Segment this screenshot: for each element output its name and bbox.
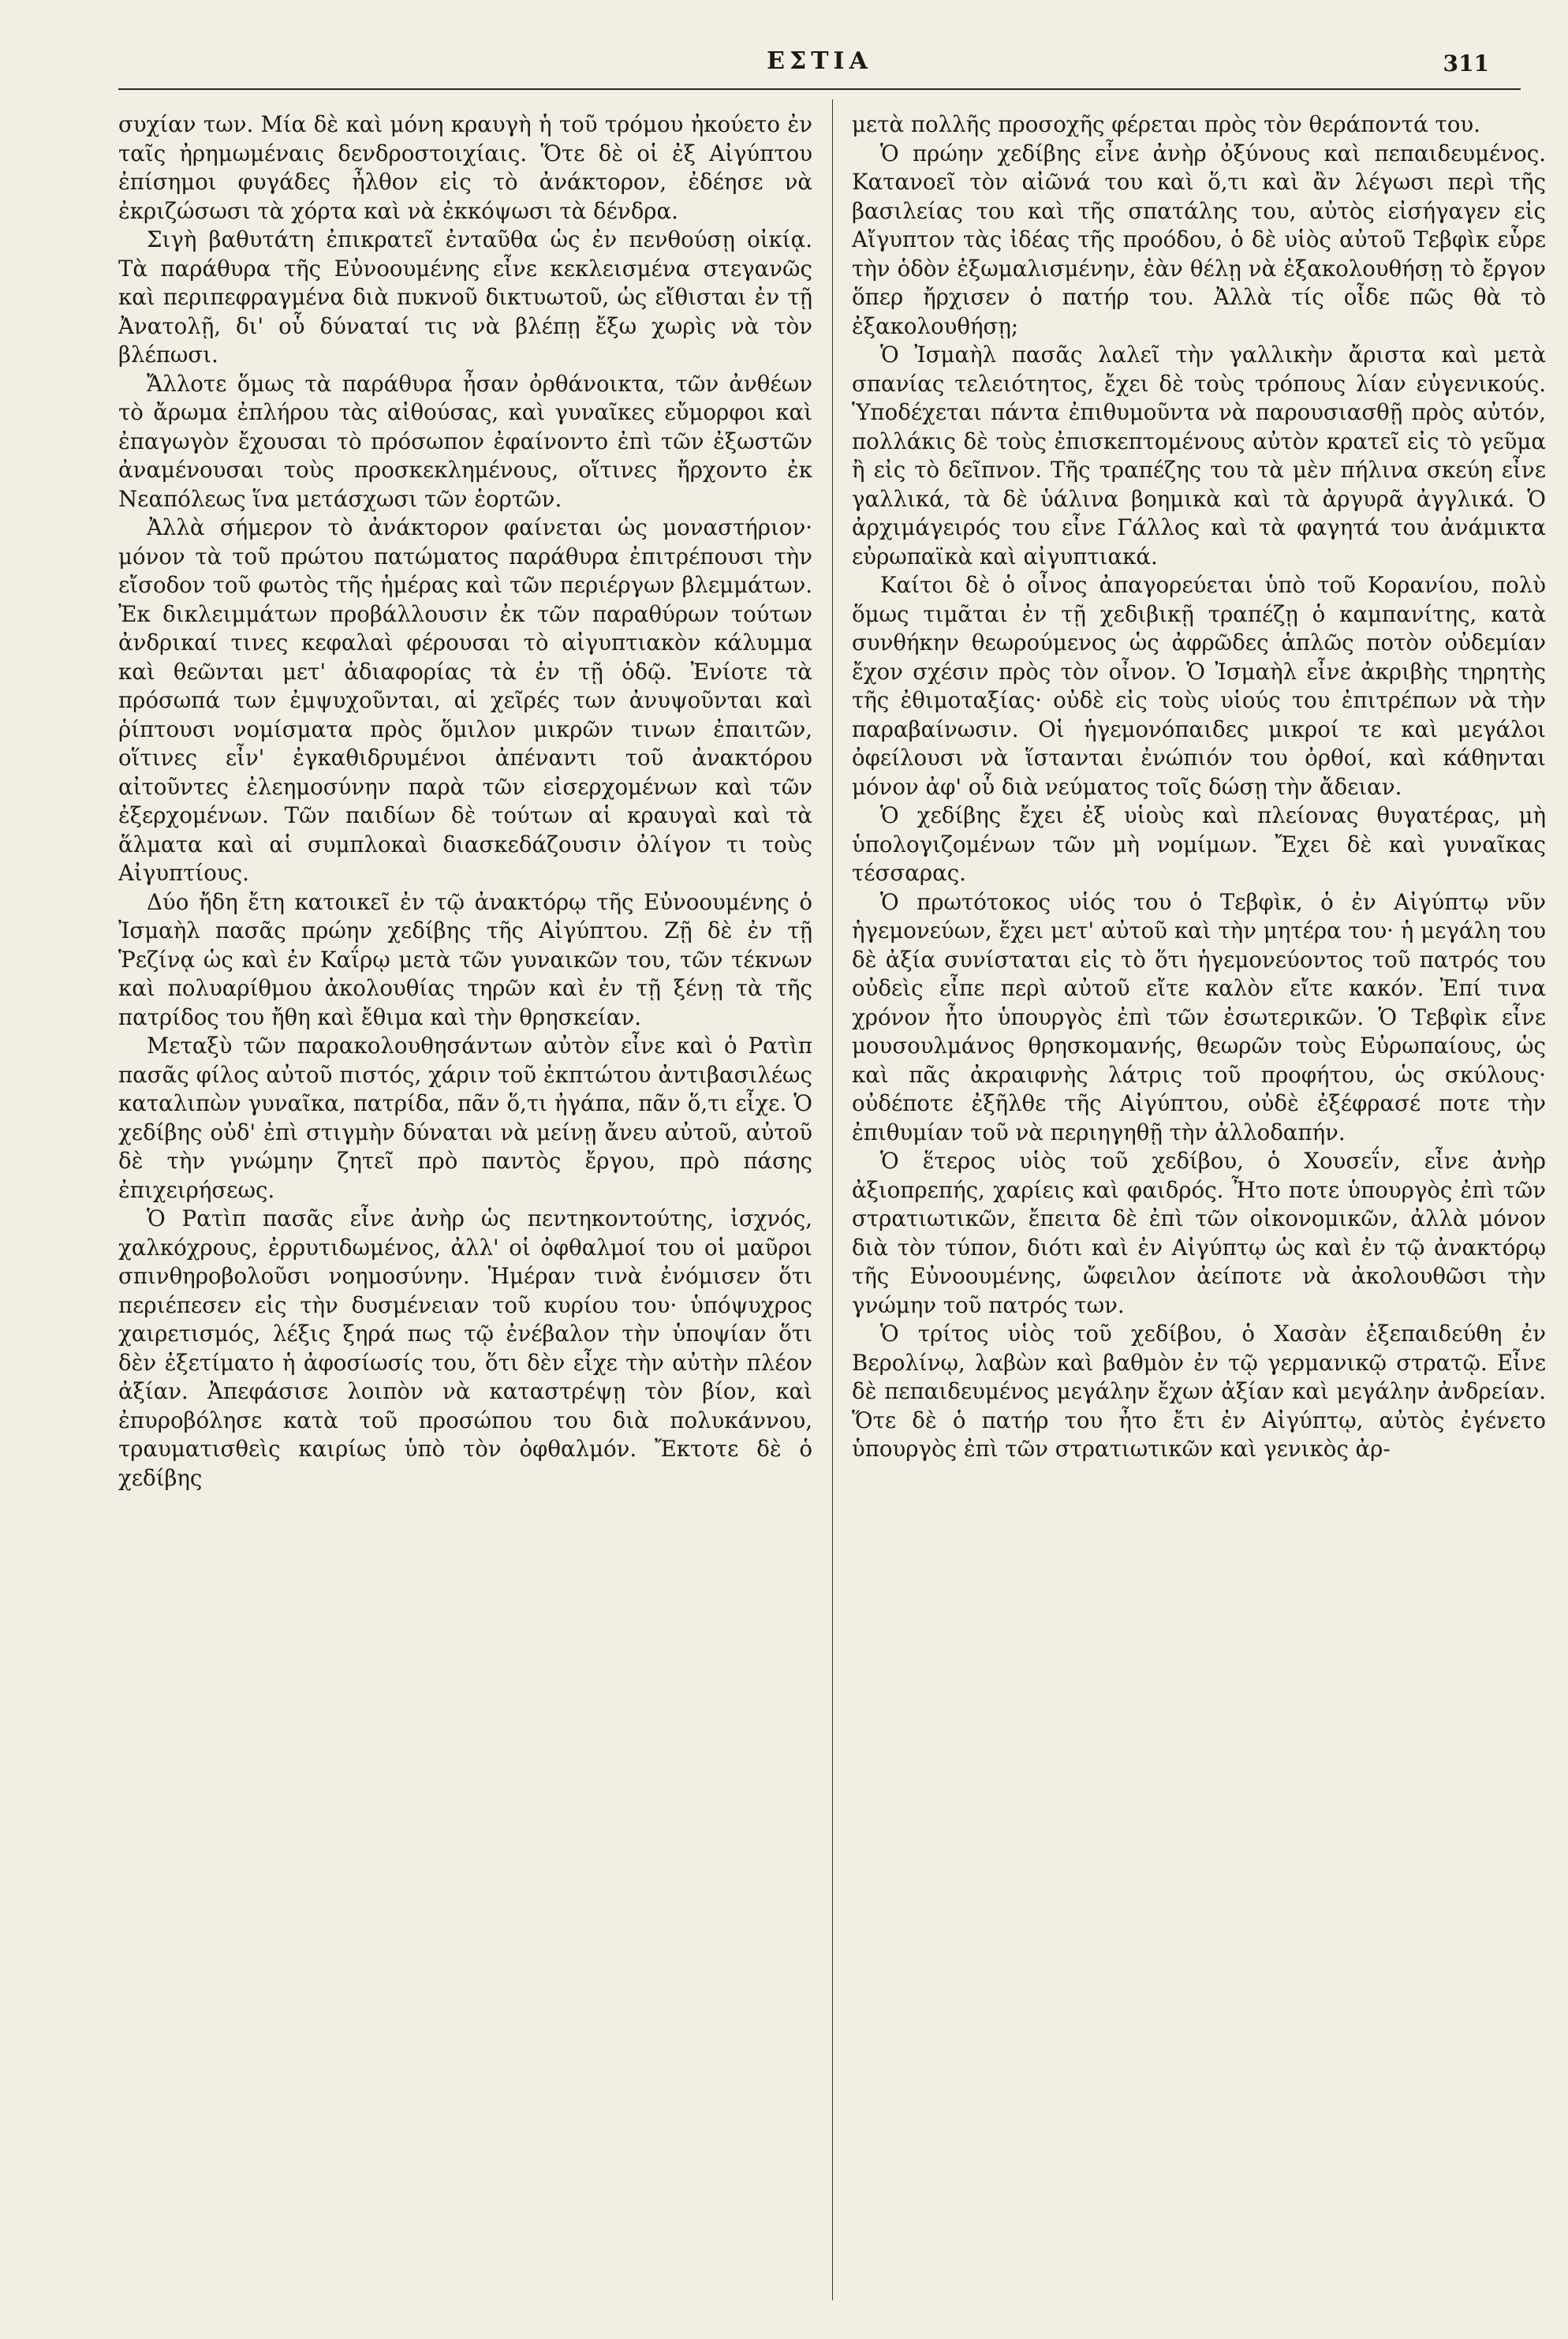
paragraph: Ἀλλὰ σήμερον τὸ ἀνάκτορον φαίνεται ὡς μοναστήριον· μόνον τὰ τοῦ πρώτου πατώματος παράθυρα ἐπιτρέπουσι τὴν εἴσοδον τοῦ φωτὸς τῆς ἡμέρας καὶ τῶν περιέργων βλεμμάτων. Ἐκ δικλειμμάτων προβάλλουσιν ἐκ τῶν παραθύρων τούτων ἀνδρικαί τινες κεφαλαὶ φέρουσαι τὸ αἰγυπτιακὸν κάλυμμα καὶ θεῶνται μετ' ἀδιαφορίας τὰ ἐν τῇ ὁδῷ. Ἐνίοτε τὰ πρόσωπά των ἐμψυχοῦνται, αἱ χεῖρές των ἀνυψοῦνται καὶ ῥίπτουσι νομίσματα πρὸς ὅμιλον μικρῶν τινων ἐπαιτῶν, οἵτινες εἶν' ἐγκαθιδρυμένοι ἀπέναντι τοῦ ἀνακτόρου αἰτοῦντες ἐλεημοσύνην παρὰ τῶν εἰσερχομένων καὶ τῶν ἐξερχομένων. Τῶν παιδίων δὲ τούτων αἱ κραυγαὶ καὶ τὰ ἅλματα καὶ αἱ συμπλοκαὶ διασκεδάζουσιν ὀλίγον τι τοὺς Αἰγυπτίους. <box>118 514 812 886</box>
column-divider <box>832 99 833 2300</box>
paragraph: Ὁ πρωτότοκος υἱός του ὁ Τεβφὶκ, ὁ ἐν Αἰγύπτῳ νῦν ἡγεμονεύων, ἔχει μετ' αὐτοῦ καὶ τὴν μητέρα του· ἡ μεγάλη του δὲ ἀξία συνίσταται εἰς τὸ ὅτι ἡγεμονεύοντος τοῦ πατρός του οὐδεὶς εἶπε περὶ αὐτοῦ εἴτε καλὸν εἴτε κακόν. Ἐπί τινα χρόνον ἦτο ὑπουργὸς ἐπὶ τῶν ἐσωτερικῶν. Ὁ Τεβφὶκ εἶνε μουσουλμάνος θρησκομανής, θεωρῶν τοὺς Εὐρωπαίους, ὡς καὶ πᾶς ἀκραιφνὴς λάτρις τοῦ προφήτου, ὡς σκύλους· οὐδέποτε ἐξῆλθε τῆς Αἰγύπτου, οὐδὲ ἐξέφρασέ ποτε τὴν ἐπιθυμίαν τοῦ νὰ περιηγηθῇ τὴν ἀλλοδαπήν. <box>852 888 1546 1145</box>
paragraph: Ὁ ἕτερος υἱὸς τοῦ χεδίβου, ὁ Χουσεΐν, εἶνε ἀνὴρ ἀξιοπρεπής, χαρίεις καὶ φαιδρός. Ἦτο ποτε ὑπουργὸς ἐπὶ τῶν στρατιωτικῶν, ἔπειτα δὲ ἐπὶ τῶν οἰκονομικῶν, ἀλλὰ μόνον διὰ τὸν τύπον, διότι καὶ ἐν Αἰγύπτῳ ὡς καὶ ἐν τῷ ἀνακτόρῳ τῆς Εὐνοουμένης, ὤφειλον ἀείποτε νὰ ἀκολουθῶσι τὴν γνώμην τοῦ πατρός των. <box>852 1148 1546 1318</box>
paragraph: μετὰ πολλῆς προσοχῆς φέρεται πρὸς τὸν θεράποντά του. <box>852 111 1480 137</box>
paragraph: Ἄλλοτε ὅμως τὰ παράθυρα ἦσαν ὀρθάνοικτα, τῶν ἀνθέων τὸ ἄρωμα ἐπλήρου τὰς αἰθούσας, καὶ γυναῖκες εὔμορφοι καὶ ἐπαγωγὸν ἔχουσαι τὸ πρόσωπον ἐφαίνοντο ἐπὶ τῶν ἐξωστῶν ἀναμένουσαι τοὺς προσκεκλημένους, οἵτινες ἤρχοντο ἐκ Νεαπόλεως ἵνα μετάσχωσι τῶν ἑορτῶν. <box>118 370 812 512</box>
right-column <box>852 110 1546 2311</box>
running-head: ΕΣΤΙΑ <box>767 47 872 75</box>
paragraph: συχίαν των. Μία δὲ καὶ μόνη κραυγὴ ἡ τοῦ τρόμου ἠκούετο ἐν ταῖς ἠρημωμέναις δενδροστοιχίαις. Ὅτε δὲ οἱ ἐξ Αἰγύπτου ἐπίσημοι φυγάδες ἦλθον εἰς τὸ ἀνάκτορον, ἐδέησε νὰ ἐκριζώσωσι τὰ χόρτα καὶ νὰ ἐκκόψωσι τὰ δένδρα. <box>118 111 812 224</box>
paragraph: Ὁ χεδίβης ἔχει ἐξ υἱοὺς καὶ πλείονας θυγατέρας, μὴ ὑπολογιζομένων τῶν μὴ νομίμων. Ἔχει δὲ καὶ γυναῖκας τέσσαρας. <box>852 802 1546 886</box>
left-column <box>118 110 812 2311</box>
paragraph: Σιγὴ βαθυτάτη ἐπικρατεῖ ἐνταῦθα ὡς ἐν πενθούσῃ οἰκίᾳ. Τὰ παράθυρα τῆς Εὐνοουμένης εἶνε κεκλεισμένα στεγανῶς καὶ περιπεφραγμένα διὰ πυκνοῦ δικτυωτοῦ, ὡς εἴθισται ἐν τῇ Ἀνατολῇ, δι' οὗ δύναταί τις νὰ βλέπῃ ἔξω χωρὶς νὰ τὸν βλέπωσι. <box>118 226 812 368</box>
paragraph: Ὁ πρώην χεδίβης εἶνε ἀνὴρ ὀξύνους καὶ πεπαιδευμένος. Κατανοεῖ τὸν αἰῶνά του καὶ ὅ,τι καὶ ἂν λέγωσι περὶ τῆς βασιλείας του καὶ τῆς σπατάλης του, αὐτὸς εἰσήγαγεν εἰς Αἴγυπτον τὰς ἰδέας τῆς προόδου, ὁ δὲ υἱὸς αὐτοῦ Τεβφὶκ εὗρε τὴν ὁδὸν ἐξωμαλισμένην, ἐὰν θέλῃ νὰ ἐξακολουθήσῃ τὸ ἔργον ὅπερ ἤρχισεν ὁ πατήρ του. Ἀλλὰ τίς οἶδε πῶς θὰ τὸ ἐξακολουθήσῃ; <box>852 140 1546 339</box>
paragraph: Καίτοι δὲ ὁ οἶνος ἀπαγορεύεται ὑπὸ τοῦ Κορανίου, πολὺ ὅμως τιμᾶται ἐν τῇ χεδιβικῇ τραπέζῃ ὁ καμπανίτης, κατὰ συνθήκην θεωρούμενος ὡς ἀφρῶδες ἁπλῶς ποτὸν οὐδεμίαν ἔχον σχέσιν πρὸς τὸν οἶνον. Ὁ Ἰσμαὴλ εἶνε ἀκριβὴς τηρητὴς τῆς ἐθιμοταξίας· οὐδὲ εἰς τοὺς υἱούς του ἐπιτρέπων νὰ τὴν παραβαίνωσιν. Οἱ ἡγεμονόπαιδες μικροί τε καὶ μεγάλοι ὀφείλουσι νὰ ἵστανται ἐνώπιόν του ὀρθοί, καὶ κάθηνται μόνον ἀφ' οὗ διὰ νεύματος τοῖς δώσῃ τὴν ἄδειαν. <box>852 572 1546 800</box>
paragraph: Ὁ Ρατὶπ πασᾶς εἶνε ἀνὴρ ὡς πεντηκοντούτης, ἰσχνός, χαλκόχρους, ἐρρυτιδωμένος, ἀλλ' οἱ ὀφθαλμοί του οἱ μαῦροι σπινθηροβολοῦσι νοημοσύνην. Ἡμέραν τινὰ ἐνόμισεν ὅτι περιέπεσεν εἰς τὴν δυσμένειαν τοῦ κυρίου του· ὑπόψυχρος χαιρετισμός, λέξις ξηρά πως τῷ ἐνέβαλον τὴν ὑποψίαν ὅτι δὲν ἐξετίματο ἡ ἀφοσίωσίς του, ὅτι δὲν εἶχε τὴν αὐτὴν πλέον ἀξίαν. Ἀπεφάσισε λοιπὸν νὰ καταστρέψῃ τὸν βίον, καὶ ἐπυροβόλησε κατὰ τοῦ προσώπου του διὰ πολυκάννου, τραυματισθεὶς καιρίως ὑπὸ τὸν ὀφθαλμόν. Ἔκτοτε δὲ ὁ χεδίβης <box>118 1205 812 1491</box>
paragraph: Μεταξὺ τῶν παρακολουθησάντων αὐτὸν εἶνε καὶ ὁ Ρατὶπ πασᾶς φίλος αὐτοῦ πιστός, χάριν τοῦ ἐκπτώτου ἀντιβασιλέως καταλιπὼν γυναῖκα, πατρίδα, πᾶν ὅ,τι ἠγάπα, πᾶν ὅ,τι εἶχε. Ὁ χεδίβης οὐδ' ἐπὶ στιγμὴν δύναται νὰ μείνῃ ἄνευ αὐτοῦ, αὐτοῦ δὲ τὴν γνώμην ζητεῖ πρὸ παντὸς ἔργου, πρὸ πάσης ἐπιχειρήσεως. <box>118 1033 812 1203</box>
paragraph: Ὁ Ἰσμαὴλ πασᾶς λαλεῖ τὴν γαλλικὴν ἄριστα καὶ μετὰ σπανίας τελειότητος, ἔχει δὲ τοὺς τρόπους λίαν εὐγενικούς. Ὑποδέχεται πάντα ἐπιθυμοῦντα νὰ παρουσιασθῇ πρὸς αὐτόν, πολλάκις δὲ τοὺς ἐπισκεπτομένους αὐτὸν κρατεῖ εἰς τὸ γεῦμα ἢ εἰς τὸ δεῖπνον. Τῆς τραπέζης του τὰ μὲν πήλινα σκεύη εἶνε γαλλικά, τὰ δὲ ὑάλινα βοημικὰ καὶ τὰ ἀργυρᾶ ἀγγλικά. Ὁ ἀρχιμάγειρός του εἶνε Γάλλος καὶ τὰ φαγητά του ἀνάμικτα εὐρωπαϊκὰ καὶ αἰγυπτιακά. <box>852 342 1546 570</box>
page-number: 311 <box>1443 50 1489 77</box>
paragraph: Ὁ τρίτος υἱὸς τοῦ χεδίβου, ὁ Χασὰν ἐξεπαιδεύθη ἐν Βερολίνῳ, λαβὼν καὶ βαθμὸν ἐν τῷ γερμανικῷ στρατῷ. Εἶνε δὲ πεπαιδευμένος μεγάλην ἔχων ἀξίαν καὶ μεγάλην ἀνδρείαν. Ὅτε δὲ ὁ πατήρ του ἦτο ἔτι ἐν Αἰγύπτῳ, αὐτὸς ἐγένετο ὑπουργὸς ἐπὶ τῶν στρατιωτικῶν καὶ γενικὸς ἀρ- <box>852 1321 1546 1462</box>
page-header <box>118 41 1521 96</box>
header-rule <box>118 88 1521 90</box>
paragraph: Δύο ἤδη ἔτη κατοικεῖ ἐν τῷ ἀνακτόρῳ τῆς Εὐνοουμένης ὁ Ἰσμαὴλ πασᾶς πρώην χεδίβης τῆς Αἰγύπτου. Ζῇ δὲ ἐν τῇ Ῥεζίνᾳ ὡς καὶ ἐν Καΐρῳ μετὰ τῶν γυναικῶν του, τῶν τέκνων καὶ πολυαρίθμου ἀκολουθίας τηρῶν καὶ ἐν τῇ ξένῃ τὰ τῆς πατρίδος του ἤθη καὶ ἔθιμα καὶ τὴν θρησκείαν. <box>118 888 812 1030</box>
